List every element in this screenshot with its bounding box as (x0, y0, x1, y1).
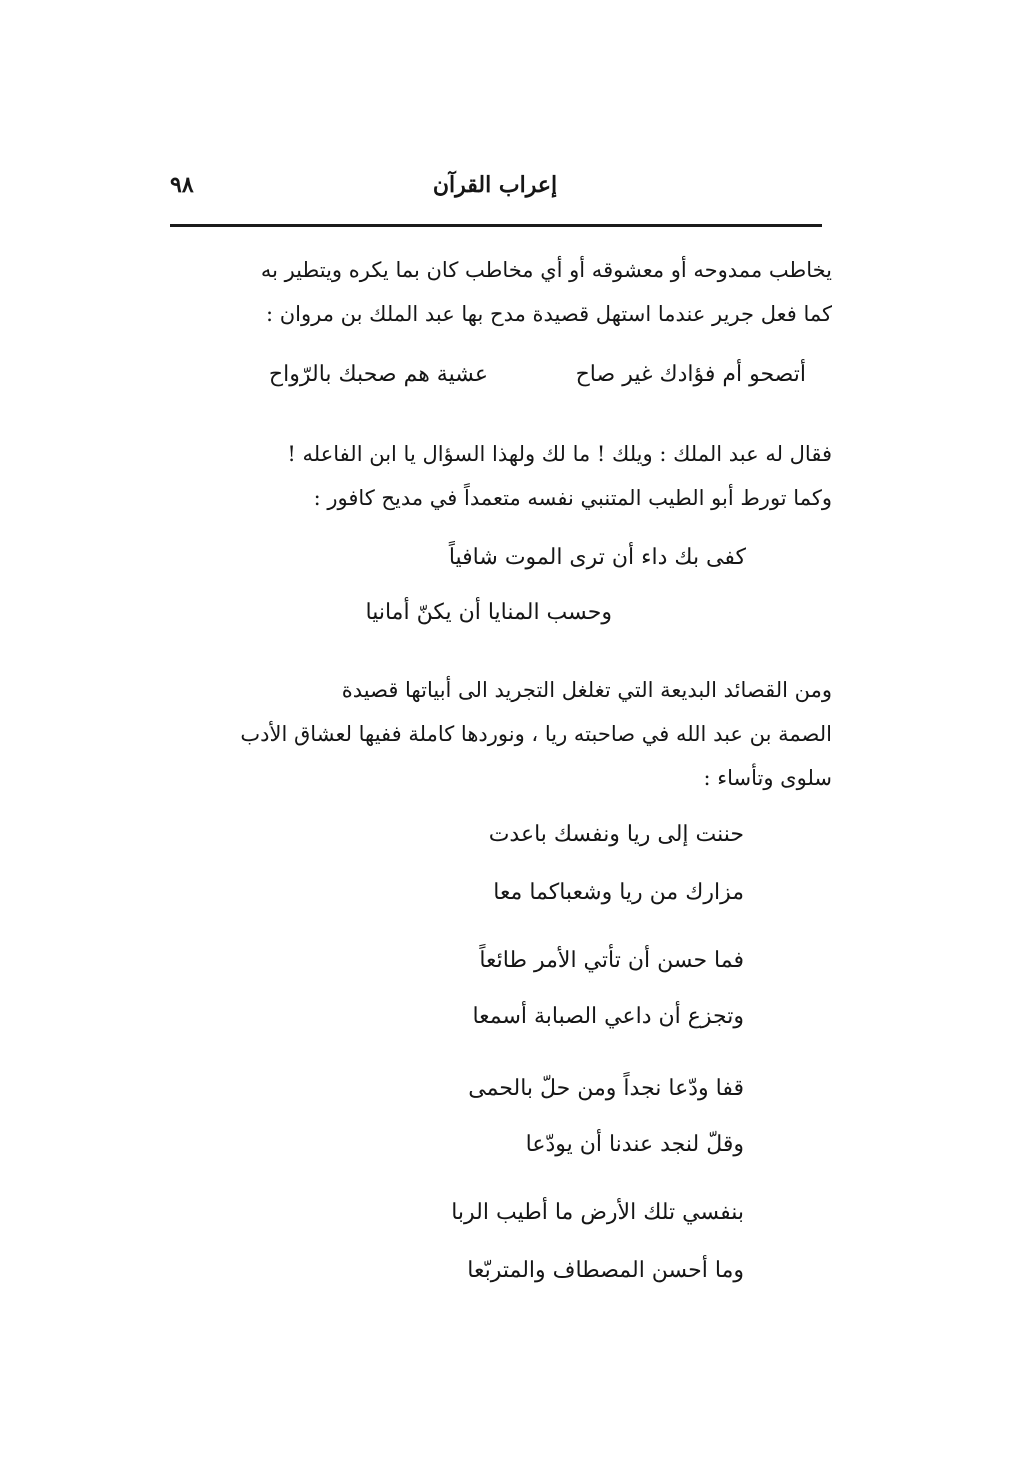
page-header (170, 172, 820, 206)
poem-line: فما حسن أن تأتي الأمر طائعاً (479, 948, 744, 973)
paragraph-intro (150, 248, 832, 336)
poem-line: مزارك من ريا وشعباكما معا (493, 880, 744, 905)
verse-jarir-first-half: أتصحو أم فؤادك غير صاح (575, 362, 806, 387)
running-title: إعراب القرآن (432, 172, 558, 198)
poem-line: قفا ودّعا نجداً ومن حلّ بالحمى (468, 1076, 744, 1101)
text-line: كما فعل جرير عندما استهل قصيدة مدح بها عبد الملك بن مروان : (265, 302, 832, 326)
header-rule (170, 224, 822, 227)
poem-line: وقلّ لنجد عندنا أن يودّعا (525, 1132, 744, 1157)
text-line: ومن القصائد البديعة التي تغلغل التجريد الى أبياتها قصيدة (341, 678, 832, 702)
poem-line: وتجزع أن داعي الصبابة أسمعا (472, 1004, 744, 1029)
poem-line: بنفسي تلك الأرض ما أطيب الربا (451, 1200, 744, 1225)
paragraph-abd-al-malik (150, 432, 832, 520)
text-line: يخاطب ممدوحه أو معشوقه أو أي مخاطب كان بما يكره ويتطير به (260, 258, 832, 282)
poem-line: وما أحسن المصطاف والمتربّعا (467, 1258, 744, 1283)
paragraph-simma-intro (150, 668, 832, 800)
text-line: الصمة بن عبد الله في صاحبته ريا ، ونوردها كاملة ففيها لعشاق الأدب (240, 722, 832, 746)
verse-mutanabbi-line-2: وحسب المنايا أن يكنّ أمانيا (365, 600, 612, 625)
text-line: سلوى وتأساء : (703, 766, 832, 790)
verse-jarir-second-half: عشية هم صحبك بالرّواح (268, 362, 488, 387)
verse-mutanabbi-line-1: كفى بك داء أن ترى الموت شافياً (448, 545, 746, 570)
poem-line: حننت إلى ريا ونفسك باعدت (488, 822, 744, 847)
text-line: فقال له عبد الملك : ويلك ! ما لك ولهذا السؤال يا ابن الفاعله ! (287, 442, 832, 466)
text-line: وكما تورط أبو الطيب المتنبي نفسه متعمداً في مديح كافور : (313, 486, 832, 510)
page-number: ٩٨ (170, 172, 194, 198)
